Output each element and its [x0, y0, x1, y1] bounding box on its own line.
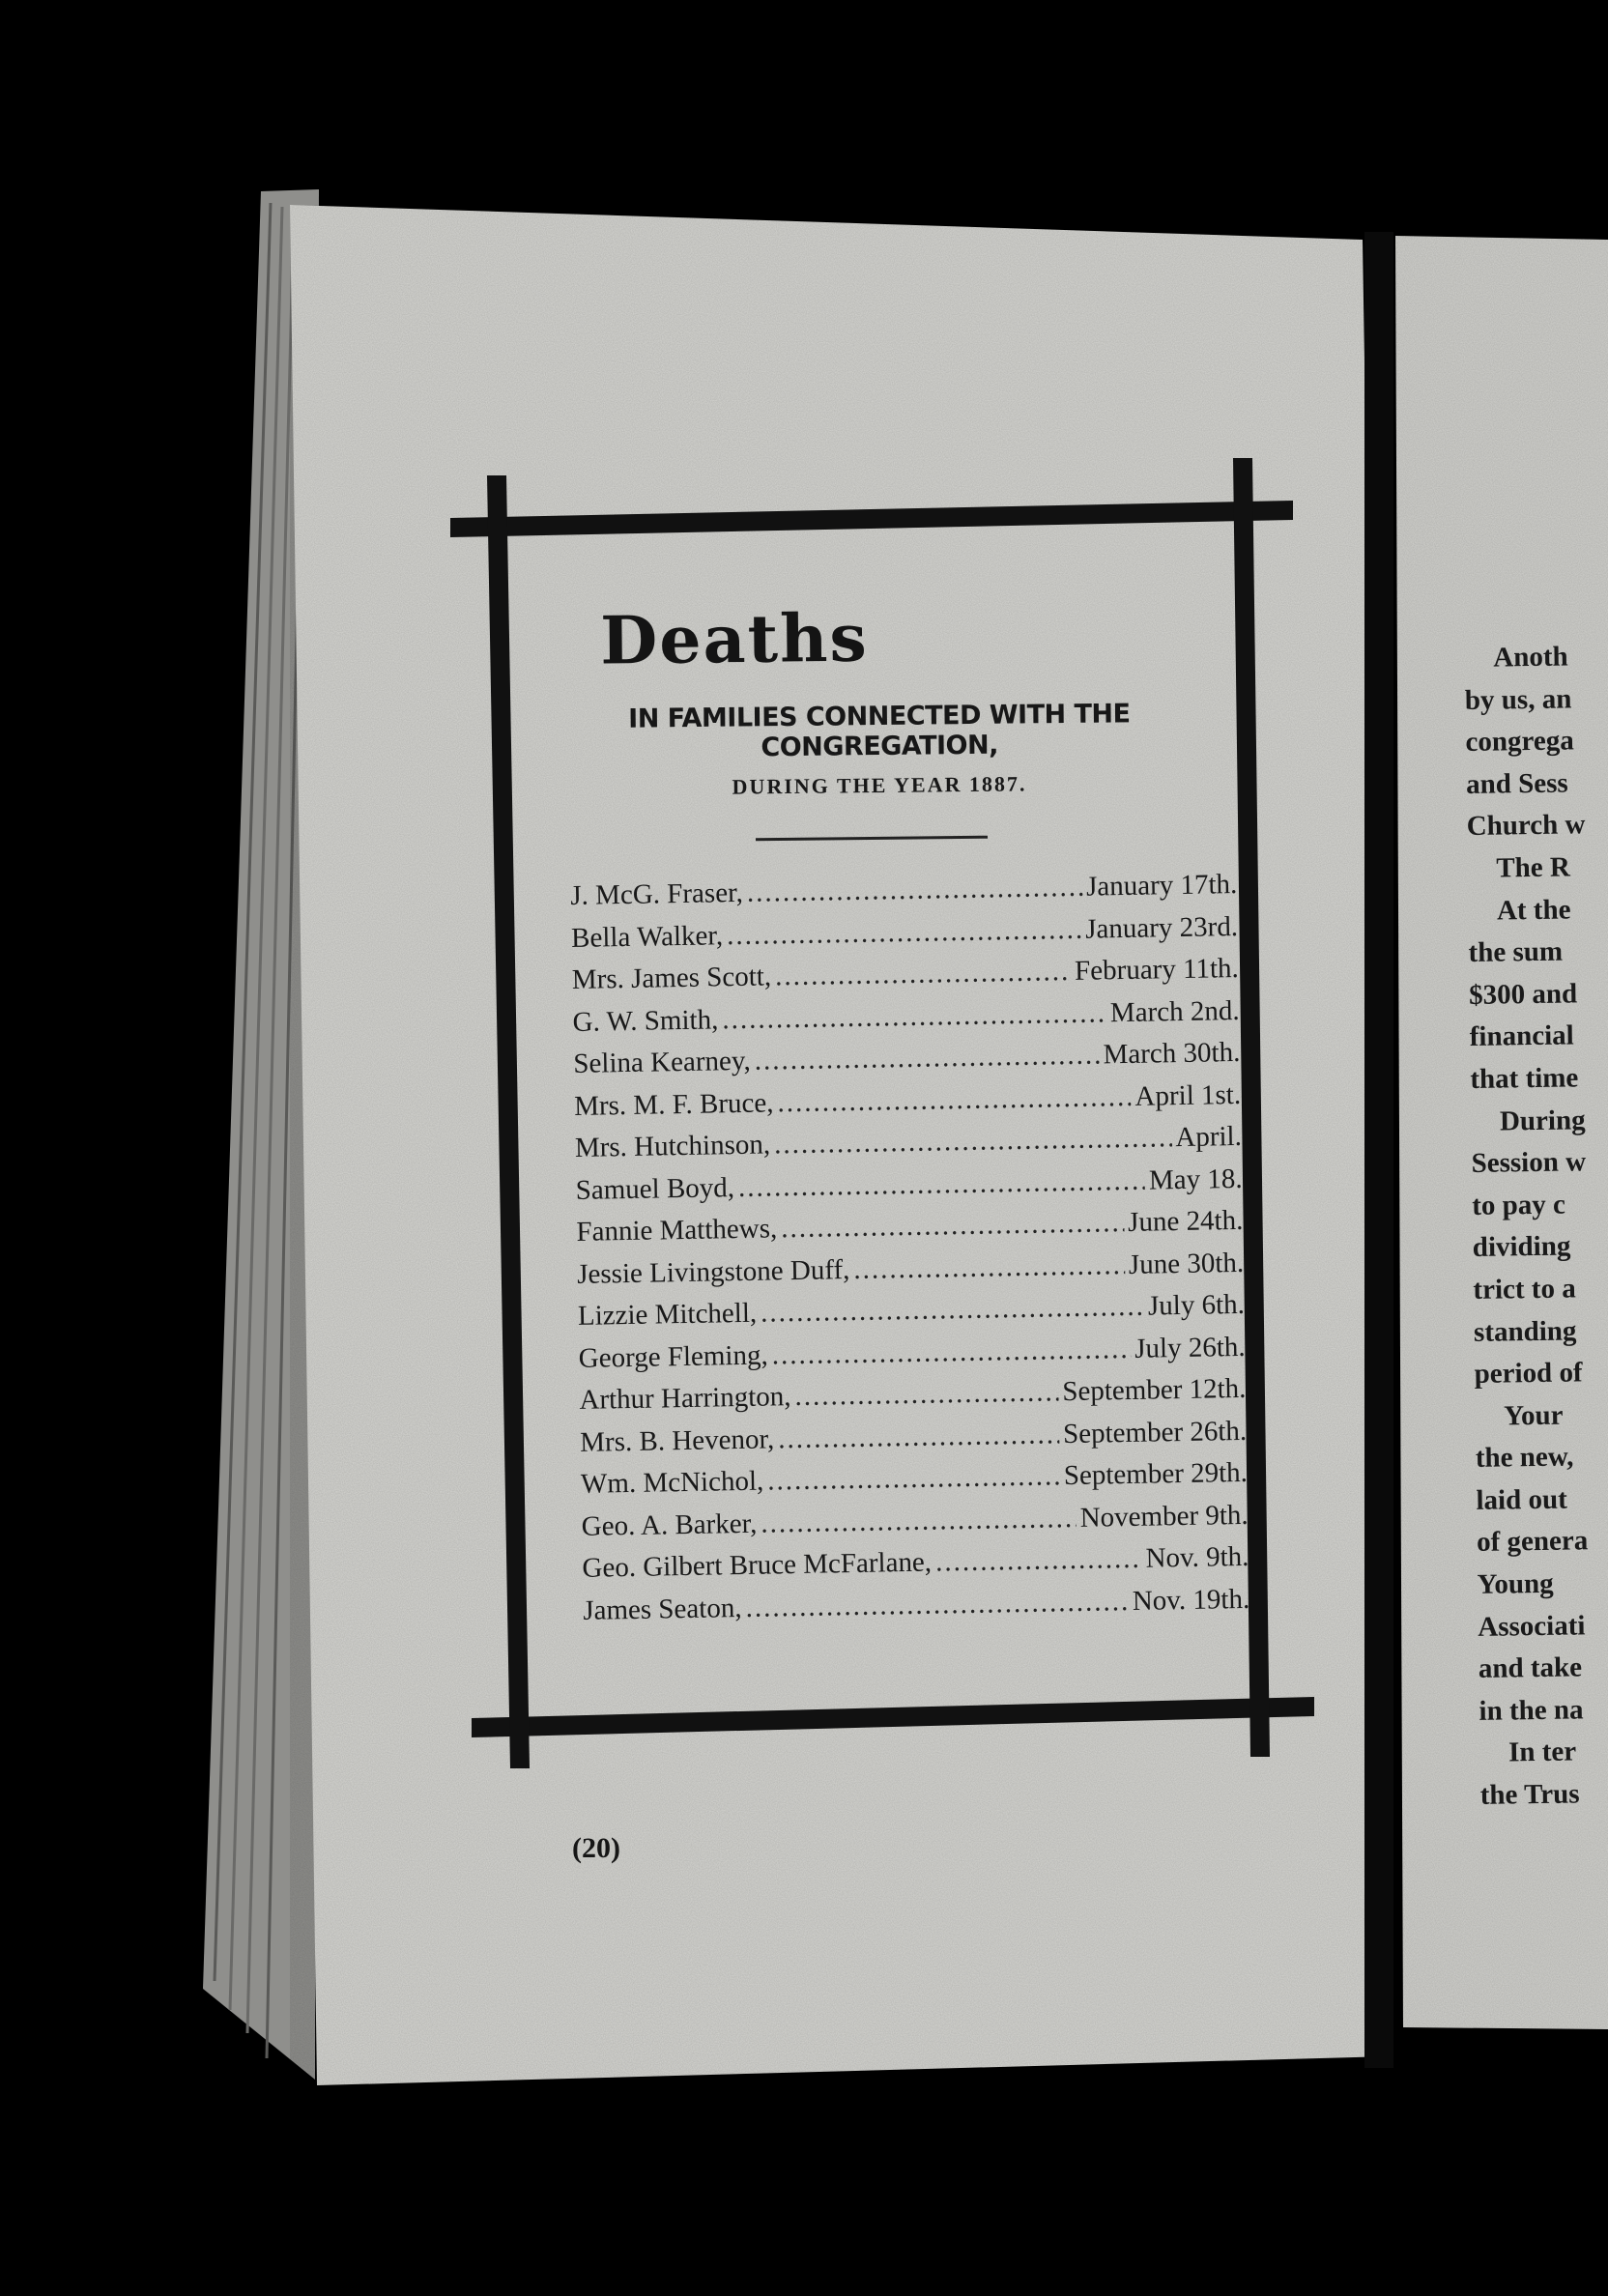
right-page-line: financial — [1469, 1019, 1574, 1053]
entry-name: G. W. Smith, — [572, 1003, 719, 1038]
entry-name: Samuel Boyd, — [575, 1171, 735, 1206]
entry-date: September 29th. — [1063, 1456, 1249, 1492]
entry-date: January 17th. — [1085, 868, 1238, 903]
entry-date: June 30th. — [1128, 1247, 1245, 1280]
page-number: (20) — [572, 1832, 620, 1864]
right-page-line: In ter — [1508, 1736, 1577, 1768]
entry-date: September 12th. — [1062, 1372, 1247, 1408]
leader-dots — [775, 951, 1072, 998]
right-page-line: laid out — [1476, 1483, 1567, 1516]
right-page-line: that time — [1470, 1062, 1579, 1095]
right-page-line: $300 and — [1468, 978, 1578, 1011]
entry-name: Mrs. Hutchinson, — [574, 1129, 771, 1163]
entry-date: November 9th. — [1079, 1499, 1249, 1534]
right-page-line: the sum — [1468, 935, 1564, 969]
leader-dots — [781, 1202, 1125, 1250]
right-page-line: of genera — [1476, 1525, 1589, 1559]
entry-date: May 18. — [1148, 1162, 1243, 1196]
right-page-line: Church w — [1466, 809, 1586, 843]
right-page-line: Session w — [1471, 1146, 1587, 1180]
right-page-line: The R — [1496, 851, 1571, 884]
entry-name: Wm. McNichol, — [580, 1465, 764, 1500]
entry-name: Fannie Matthews, — [576, 1213, 778, 1248]
entry-date: March 30th. — [1103, 1036, 1241, 1071]
right-page-line: Your — [1504, 1399, 1564, 1432]
right-page-line: During — [1499, 1104, 1586, 1137]
page-title: Deaths — [599, 599, 870, 680]
entry-name: Mrs. B. Hevenor, — [579, 1422, 775, 1458]
right-page-line: by us, an — [1464, 683, 1572, 716]
leader-dots — [853, 1245, 1125, 1291]
entry-date: Nov. 9th. — [1145, 1540, 1249, 1574]
entry-name: Mrs. M. F. Bruce, — [573, 1086, 774, 1122]
right-page-line: Anoth — [1493, 641, 1568, 674]
entry-date: April 1st. — [1134, 1078, 1242, 1112]
leader-dots — [761, 1286, 1145, 1335]
leader-dots — [754, 1034, 1100, 1082]
entry-name: James Seaton, — [582, 1592, 742, 1626]
entry-date: July 6th. — [1147, 1288, 1246, 1322]
right-page-line: to pay c — [1471, 1189, 1566, 1221]
leader-dots — [767, 1455, 1060, 1503]
leader-dots — [778, 1414, 1060, 1461]
leader-dots — [935, 1538, 1142, 1584]
entry-name: Selina Kearney, — [573, 1045, 751, 1079]
entry-date: June 24th. — [1127, 1204, 1244, 1238]
right-page-line: period of — [1474, 1357, 1583, 1391]
entry-name: Arthur Harrington, — [579, 1381, 791, 1416]
entry-name: Mrs. James Scott, — [571, 961, 772, 995]
entry-name: Bella Walker, — [570, 919, 724, 954]
entry-date: February 11th. — [1074, 952, 1240, 987]
entry-date: Nov. 19th. — [1132, 1583, 1250, 1617]
right-page-line: and take — [1478, 1651, 1583, 1685]
right-page-line: in the na — [1479, 1694, 1584, 1727]
leader-dots — [727, 908, 1082, 957]
leader-dots — [761, 1497, 1077, 1544]
entry-date: March 2nd. — [1109, 994, 1240, 1028]
deaths-list — [570, 864, 1250, 1632]
entry-name: Lizzie Mitchell, — [577, 1297, 758, 1332]
entry-date: July 26th. — [1134, 1331, 1246, 1364]
entry-name: George Fleming, — [578, 1339, 768, 1374]
leader-dots — [746, 867, 1082, 915]
entry-date: September 26th. — [1062, 1415, 1248, 1449]
leader-dots — [794, 1371, 1059, 1418]
right-page-line: dividing — [1472, 1230, 1571, 1264]
year-subtitle: DURING THE YEAR 1887. — [732, 771, 1027, 799]
right-page-line: the Trus — [1479, 1778, 1580, 1811]
gutter — [1364, 232, 1393, 2068]
entry-name: Jessie Livingstone Duff, — [576, 1253, 850, 1290]
entry-date: January 23rd. — [1084, 910, 1239, 945]
right-page-line: standing — [1473, 1314, 1577, 1348]
page-subtitle: IN FAMILIES CONNECTED WITH THE CONGREGATION, — [628, 699, 1131, 763]
right-page-line: trict to a — [1473, 1273, 1576, 1306]
leader-dots — [771, 1328, 1131, 1376]
right-page-line: and Sess — [1465, 767, 1568, 800]
right-page-line: the new, — [1475, 1441, 1574, 1475]
entry-date: April. — [1175, 1120, 1243, 1154]
leader-dots — [745, 1581, 1129, 1629]
right-page-text — [1464, 636, 1608, 1818]
right-page-line: Young — [1477, 1567, 1554, 1600]
leader-dots — [777, 1076, 1132, 1124]
leader-dots — [738, 1160, 1146, 1209]
leader-dots — [774, 1117, 1172, 1166]
right-page-line: congrega — [1465, 725, 1574, 759]
entry-name: J. McG. Fraser, — [570, 876, 744, 911]
right-page-line: Associati — [1478, 1610, 1586, 1643]
entry-name: Geo. A. Barker, — [581, 1507, 758, 1542]
right-page-line: At the — [1496, 894, 1571, 927]
leader-dots — [722, 992, 1106, 1041]
entry-name: Geo. Gilbert Bruce McFarlane, — [582, 1546, 933, 1584]
